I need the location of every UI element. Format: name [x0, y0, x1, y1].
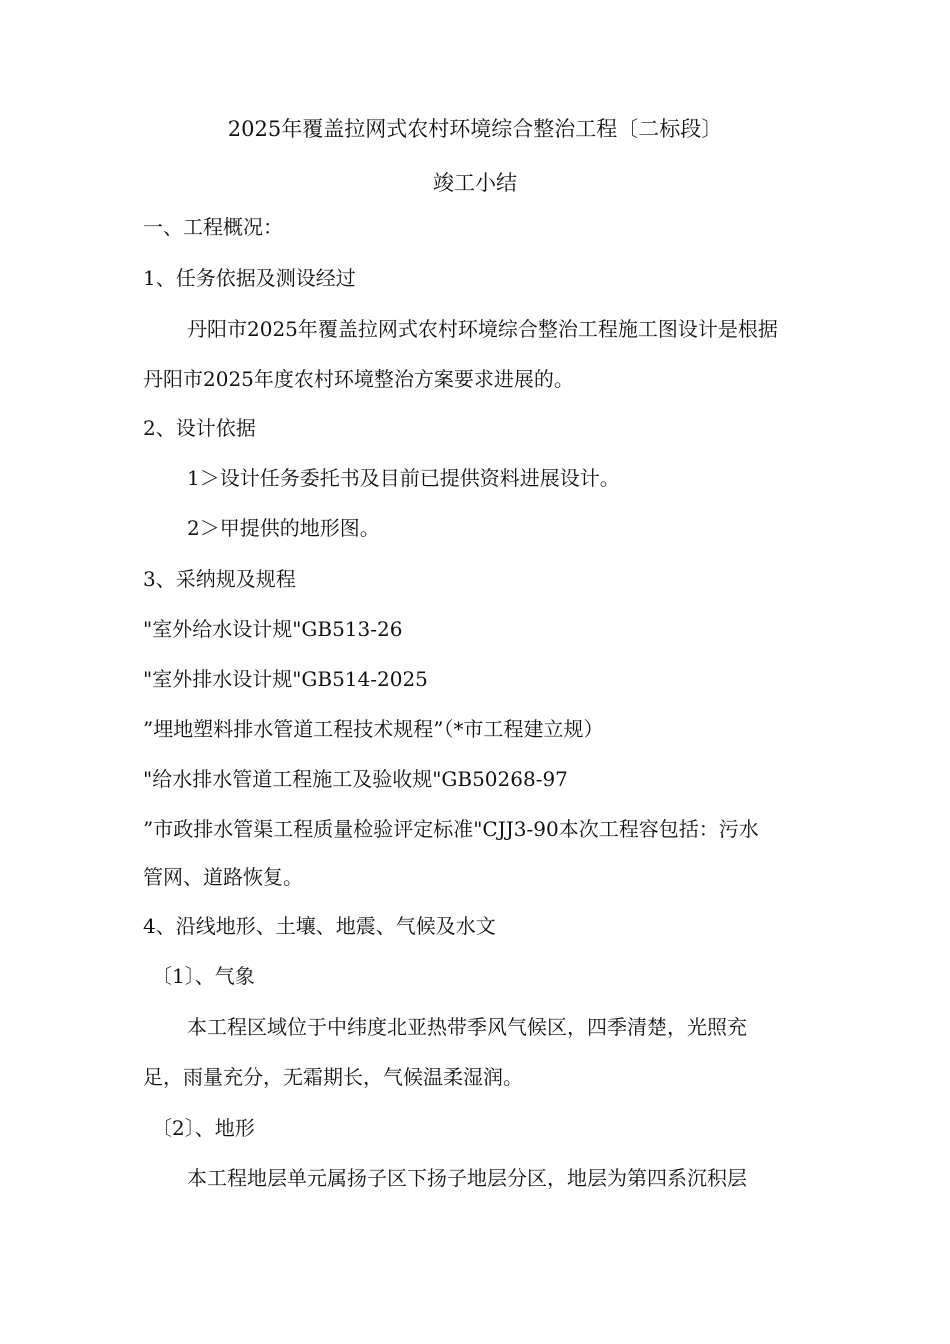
paragraph-line: 管网、道路恢复。: [143, 865, 303, 889]
list-item: 2＞甲提供的地形图。: [187, 516, 380, 540]
document-title: 2025年覆盖拉网式农村环境综合整治工程〔二标段〕: [227, 117, 723, 141]
sub-heading: 〔2〕、地形: [152, 1116, 255, 1140]
document-subtitle: 竣工小结: [433, 171, 517, 195]
item-heading: 2、设计依据: [143, 416, 256, 440]
paragraph-line: 丹阳市2025年覆盖拉网式农村环境综合整治工程施工图设计是根据: [187, 317, 778, 341]
item-heading: 4、沿线地形、土壤、地震、气候及水文: [143, 914, 496, 938]
section-heading: 一、工程概况：: [143, 215, 283, 239]
paragraph-line: 本工程区域位于中纬度北亚热带季风气候区，四季清楚，光照充: [187, 1015, 747, 1039]
standard-reference: "室外排水设计规"GB514-2025: [143, 667, 428, 691]
standard-reference: ”市政排水管渠工程质量检验评定标准"CJJ3-90本次工程容包括：污水: [143, 817, 759, 841]
list-item: 1＞设计任务委托书及目前已提供资料进展设计。: [187, 466, 620, 490]
item-heading: 3、采纳规及规程: [143, 567, 296, 591]
standard-reference: "给水排水管道工程施工及验收规"GB50268-97: [143, 767, 568, 791]
standard-reference: "室外给水设计规"GB513-26: [143, 617, 403, 641]
paragraph-line: 本工程地层单元属扬子区下扬子地层分区，地层为第四系沉积层: [187, 1166, 747, 1190]
paragraph-line: 足，雨量充分，无霜期长，气候温柔湿润。: [143, 1065, 523, 1089]
paragraph-line: 丹阳市2025年度农村环境整治方案要求进展的。: [143, 367, 574, 391]
sub-heading: 〔1〕、气象: [152, 964, 255, 988]
item-heading: 1、任务依据及测设经过: [143, 266, 356, 290]
standard-reference: ”埋地塑料排水管道工程技术规程”（*市工程建立规）: [143, 717, 604, 741]
